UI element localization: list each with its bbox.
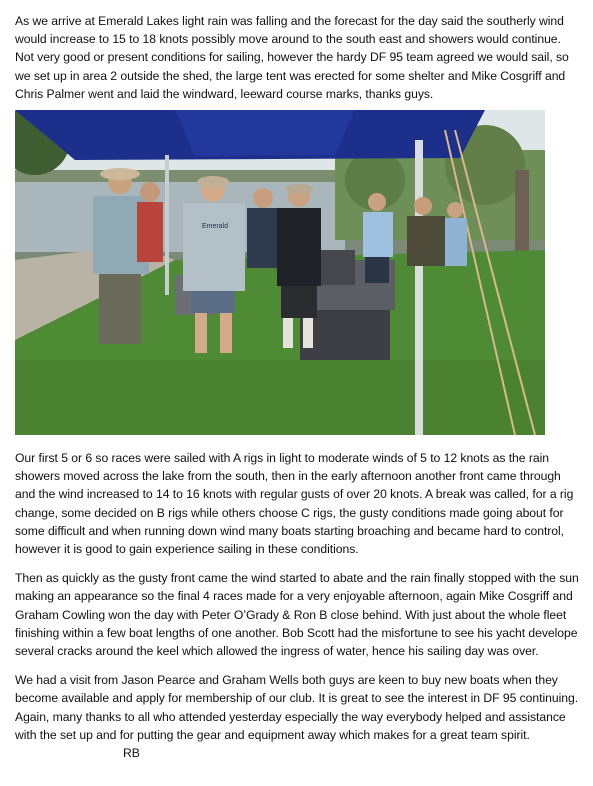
paragraph-intro: As we arrive at Emerald Lakes light rain was falling and the forecast for the day said the southerly wind would increase to 15 to 18 knots possibly move around to the south east and showers would continue. Not very good or present conditions for sailing, however the hardy DF 95 team agreed we would sail, so we set up in area 2 outside the shed, the large tent was erected for some shelter and Mike Cosgriff and Chris Palmer went and laid the windward, leeward course marks, thanks guys. [15, 14, 569, 101]
paragraph-visitors-text: We had a visit from Jason Pearce and Graham Wells both guys are keen to buy new boats when they become available and apply for membership of our club. It is great to see the interest in DF 95 continuing. Again, many thanks to all who attended yesterday especially the way everybody helped and assistance with the set up and for putting the gear and equipment away which makes for a great team spirit. [15, 673, 579, 742]
photo-illustration [15, 110, 545, 435]
event-photo [15, 110, 545, 435]
paragraph-visitors [15, 671, 581, 762]
paragraph-races: Our first 5 or 6 so races were sailed with A rigs in light to moderate winds of 5 to 12 knots as the rain showers moved across the lake from the south, then in the early afternoon another front came through and the wind increased to 14 to 16 knots with regular gusts of over 20 knots. A break was called, for a rig change, some decided on B rigs while others choose C rigs, the gusty conditions made going about for some difficult and when running down wind many boats starting broaching and became hard to control, however it is good to gain experience sailing in these conditions. [15, 451, 574, 557]
article [15, 12, 581, 762]
shirt-text: Emerald [201, 223, 229, 230]
paragraph-results: Then as quickly as the gusty front came the wind started to abate and the rain finally stopped with the sun making an appearance so the final 4 races made for a very enjoyable afternoon, again Mike Cosgriff and Graham Cowling won the day with Peter O’Grady & Ron B close behind. With just about the whole fleet finishing within a few boat lengths of one another. Bob Scott had the misfortune to see his yacht develope several cracks around the keel which allowed the ingress of water, hence his sailing day was over. [15, 571, 579, 659]
signature: RB [123, 746, 140, 761]
